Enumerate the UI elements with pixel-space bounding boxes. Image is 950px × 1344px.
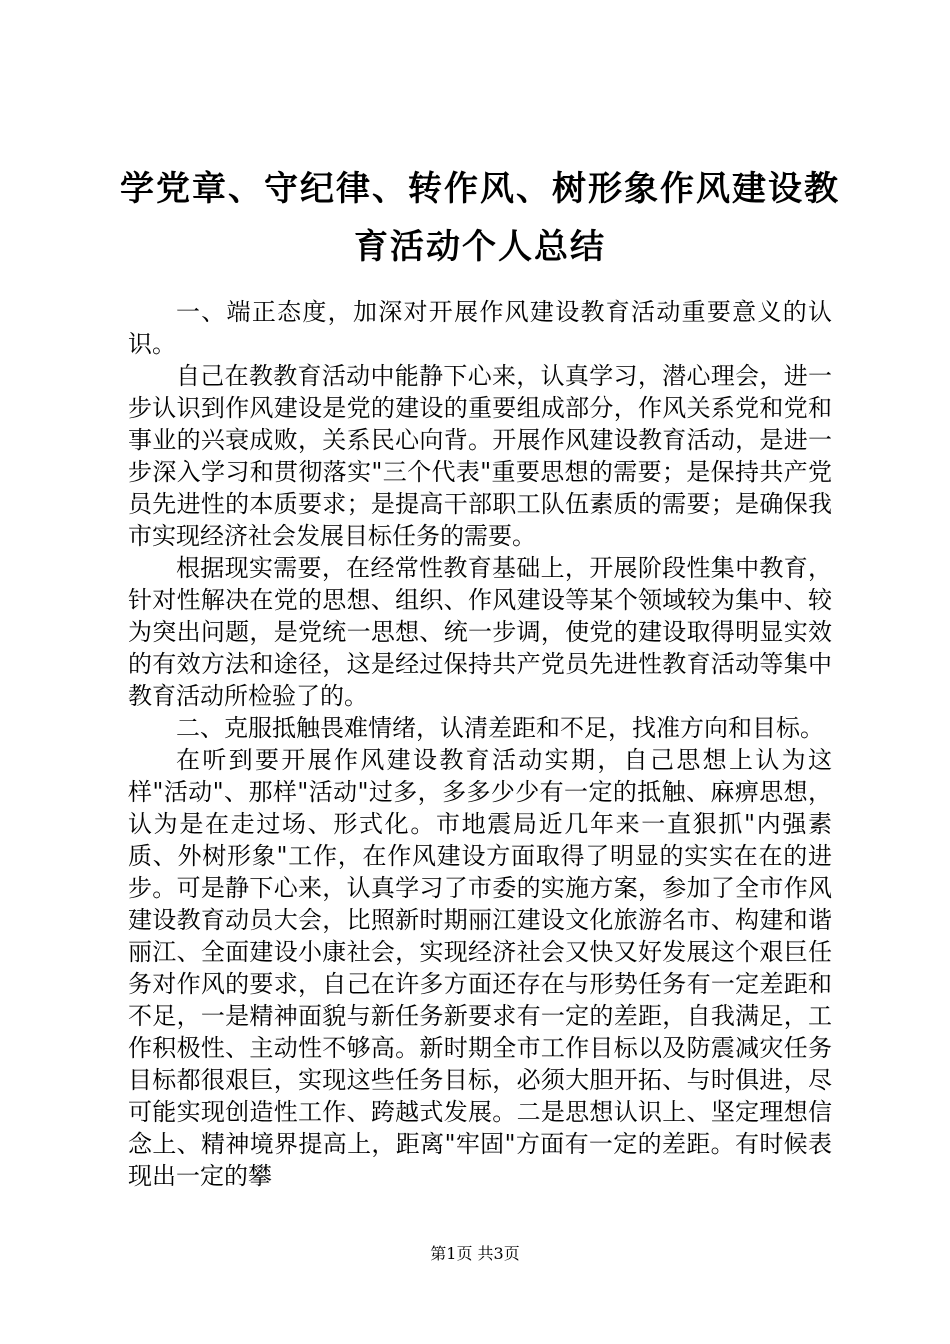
document-title: 学党章、守纪律、转作风、树形象作风建设教育活动个人总结 <box>120 169 840 267</box>
paragraph: 根据现实需要，在经常性教育基础上，开展阶段性集中教育，针对性解决在党的思想、组织、作风建设等某个领域较为集中、较为突出问题，是党统一思想、统一步调，使党的建设取得明显实效的有效方法和途径，这是经过保持共产党员先进性教育活动等集中教育活动所检验了的。 <box>128 554 832 710</box>
paragraph: 在听到要开展作风建设教育活动实期，自己思想上认为这样"活动"、那样"活动"过多，多多少少有一定的抵触、麻痹思想，认为是在走过场、形式化。市地震局近几年来一直狠抓"内强素质、外树形象"工作，在作风建设方面取得了明显的实实在在的进步。可是静下心来，认真学习了市委的实施方案，参加了全市作风建设教育动员大会，比照新时期丽江建设文化旅游名市、构建和谐丽江、全面建设小康社会，实现经济社会又快又好发展这个艰巨任务对作风的要求，自己在许多方面还存在与形势任务有一定差距和不足，一是精神面貌与新任务新要求有一定的差距，自我满足，工作积极性、主动性不够高。新时期全市工作目标以及防震减灾任务目标都很艰巨，实现这些任务目标，必须大胆开拓、与时俱进，尽可能实现创造性工作、跨越式发展。二是思想认识上、坚定理想信念上、精神境界提高上，距离"牢固"方面有一定的差距。有时候表现出一定的攀 <box>128 746 832 1190</box>
paragraph-heading-1: 一、端正态度，加深对开展作风建设教育活动重要意义的认识。 <box>128 298 832 358</box>
page-footer: 第1页 共3页 <box>430 1244 520 1263</box>
document-body <box>128 296 832 1192</box>
paragraph-heading-2: 二、克服抵触畏难情绪，认清差距和不足，找准方向和目标。 <box>176 714 824 742</box>
paragraph: 自己在教教育活动中能静下心来，认真学习，潜心理会，进一步认识到作风建设是党的建设的重要组成部分，作风关系党和党和事业的兴衰成败，关系民心向背。开展作风建设教育活动，是进一步深入学习和贯彻落实"三个代表"重要思想的需要；是保持共产党员先进性的本质要求；是提高干部职工队伍素质的需要；是确保我市实现经济社会发展目标任务的需要。 <box>128 362 832 550</box>
